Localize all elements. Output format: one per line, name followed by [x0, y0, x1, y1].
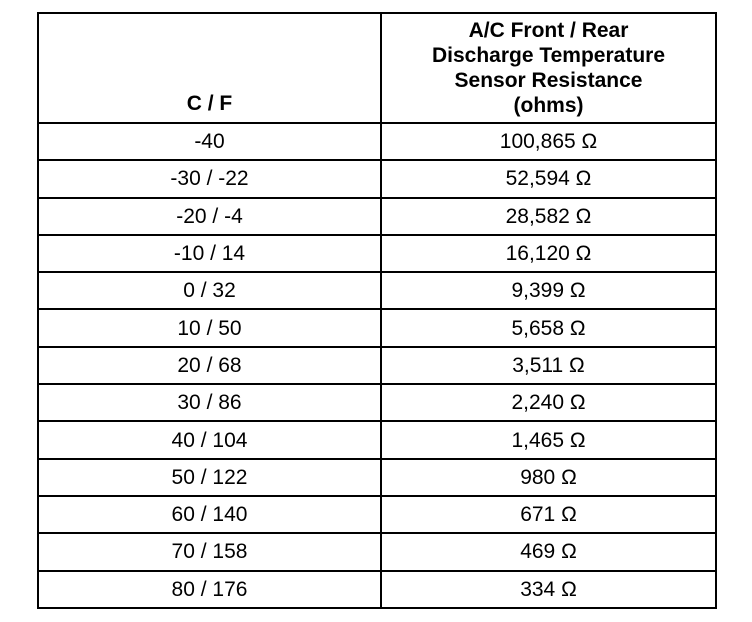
table-row [38, 309, 716, 346]
table-row [38, 571, 716, 608]
table-row [38, 384, 716, 421]
temperature-cell: 40 / 104 [38, 421, 381, 458]
temperature-cell: 70 / 158 [38, 533, 381, 570]
resistance-header-line: A/C Front / Rear [468, 19, 629, 42]
table-row [38, 459, 716, 496]
table-row [38, 421, 716, 458]
temperature-cell: 30 / 86 [38, 384, 381, 421]
temperature-cell: -40 [38, 123, 381, 160]
resistance-cell: 3,511 Ω [381, 347, 716, 384]
temperature-cell: 60 / 140 [38, 496, 381, 533]
resistance-cell: 5,658 Ω [381, 309, 716, 346]
resistance-header-line: Discharge Temperature [431, 44, 666, 67]
resistance-cell: 28,582 Ω [381, 198, 716, 235]
sensor-resistance-table [37, 12, 717, 609]
resistance-cell: 100,865 Ω [381, 123, 716, 160]
resistance-header-line: Sensor Resistance [454, 69, 643, 92]
table-row [38, 496, 716, 533]
temperature-column-header: C / F [38, 13, 381, 123]
table-row [38, 272, 716, 309]
temperature-cell: 0 / 32 [38, 272, 381, 309]
table-row [38, 533, 716, 570]
resistance-cell: 2,240 Ω [381, 384, 716, 421]
table-row [38, 235, 716, 272]
temperature-cell: -20 / -4 [38, 198, 381, 235]
resistance-cell: 16,120 Ω [381, 235, 716, 272]
temperature-cell: -30 / -22 [38, 160, 381, 197]
temperature-cell: 10 / 50 [38, 309, 381, 346]
temperature-cell: 50 / 122 [38, 459, 381, 496]
resistance-cell: 9,399 Ω [381, 272, 716, 309]
resistance-cell: 980 Ω [381, 459, 716, 496]
resistance-column-header [381, 13, 716, 123]
temperature-cell: 80 / 176 [38, 571, 381, 608]
resistance-header-line: (ohms) [513, 94, 584, 117]
table-row [38, 347, 716, 384]
table-row [38, 160, 716, 197]
temperature-cell: 20 / 68 [38, 347, 381, 384]
resistance-cell: 1,465 Ω [381, 421, 716, 458]
header-row [38, 13, 716, 123]
table-row [38, 198, 716, 235]
temperature-cell: -10 / 14 [38, 235, 381, 272]
resistance-cell: 671 Ω [381, 496, 716, 533]
resistance-cell: 334 Ω [381, 571, 716, 608]
resistance-cell: 52,594 Ω [381, 160, 716, 197]
resistance-cell: 469 Ω [381, 533, 716, 570]
table-row [38, 123, 716, 160]
